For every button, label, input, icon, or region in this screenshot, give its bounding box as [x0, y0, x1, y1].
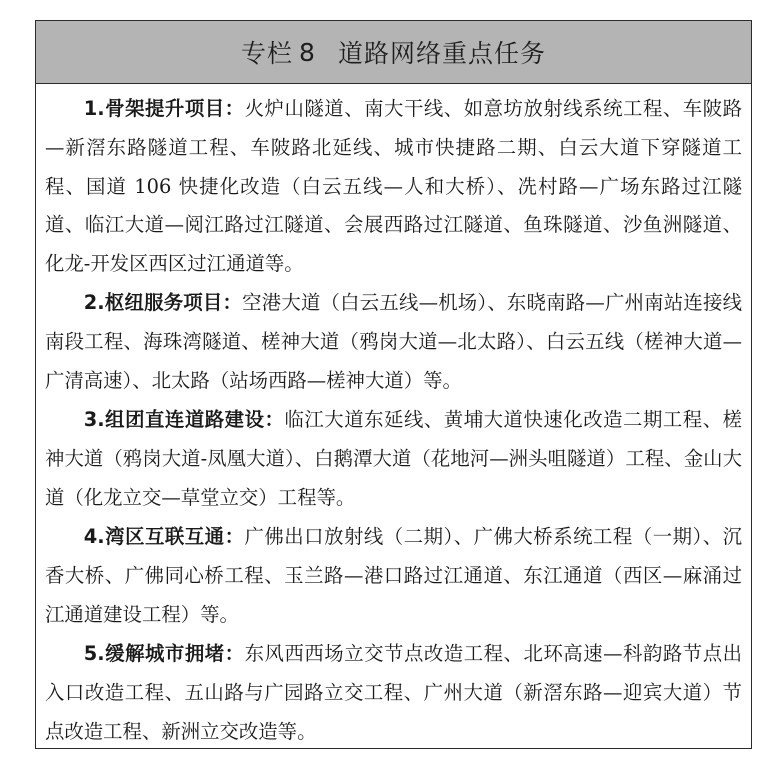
column-prefix: 专栏 — [241, 39, 294, 68]
section-skeleton-upgrade — [45, 90, 742, 284]
section-hub-service — [45, 284, 742, 401]
section-heading: 4.湾区互联互通： — [83, 525, 245, 548]
column-number: 8 — [299, 37, 316, 67]
section-cluster-direct-roads — [45, 401, 742, 518]
section-heading: 1.骨架提升项目： — [83, 97, 245, 120]
section-congestion-relief — [45, 635, 742, 752]
section-text: 广佛出口放射线（二期）、广佛大桥系统工程（一期）、沉香大桥、广佛同心桥工程、玉兰路—港口路过江通道、东江通道（西区—麻涌过江通道建设工程）等。 — [45, 525, 742, 626]
column-header — [36, 21, 751, 84]
section-text: 火炉山隧道、南大干线、如意坊放射线系统工程、车陂路—新滘东路隧道工程、车陂路北延线、城市快捷路二期、白云大道下穿隧道工程、国道 106 快捷化改造（白云五线—人和大桥）、冼村路—广场东路过江隧道、临江大道—阅江路过江隧道、会展西路过江隧道、鱼珠隧道、沙鱼洲隧道、化龙-开发区西区过江通道等。 — [45, 97, 743, 276]
column-title: 道路网络重点任务 — [337, 39, 546, 68]
section-text: 临江大道东延线、黄埔大道快速化改造二期工程、槎神大道（鸦岗大道-凤凰大道）、白鹅潭大道（花地河—洲头咀隧道）工程、金山大道（化龙立交—草堂立交）工程等。 — [45, 408, 743, 509]
section-heading: 3.组团直连道路建设： — [83, 408, 285, 431]
section-bay-area-connectivity — [45, 518, 742, 635]
column-body — [36, 84, 751, 752]
section-heading: 2.枢纽服务项目： — [83, 291, 243, 314]
column-box — [35, 20, 752, 749]
section-heading: 5.缓解城市拥堵： — [83, 642, 245, 665]
section-text: 空港大道（白云五线—机场）、东晓南路—广州南站连接线南段工程、海珠湾隧道、槎神大道（鸦岗大道—北太路）、白云五线（槎神大道—广清高速）、北太路（站场西路—槎神大道）等。 — [45, 291, 742, 392]
section-text: 东风西西场立交节点改造工程、北环高速—科韵路节点出入口改造工程、五山路与广园路立交工程、广州大道（新滘东路—迎宾大道）节点改造工程、新洲立交改造等。 — [45, 642, 743, 743]
